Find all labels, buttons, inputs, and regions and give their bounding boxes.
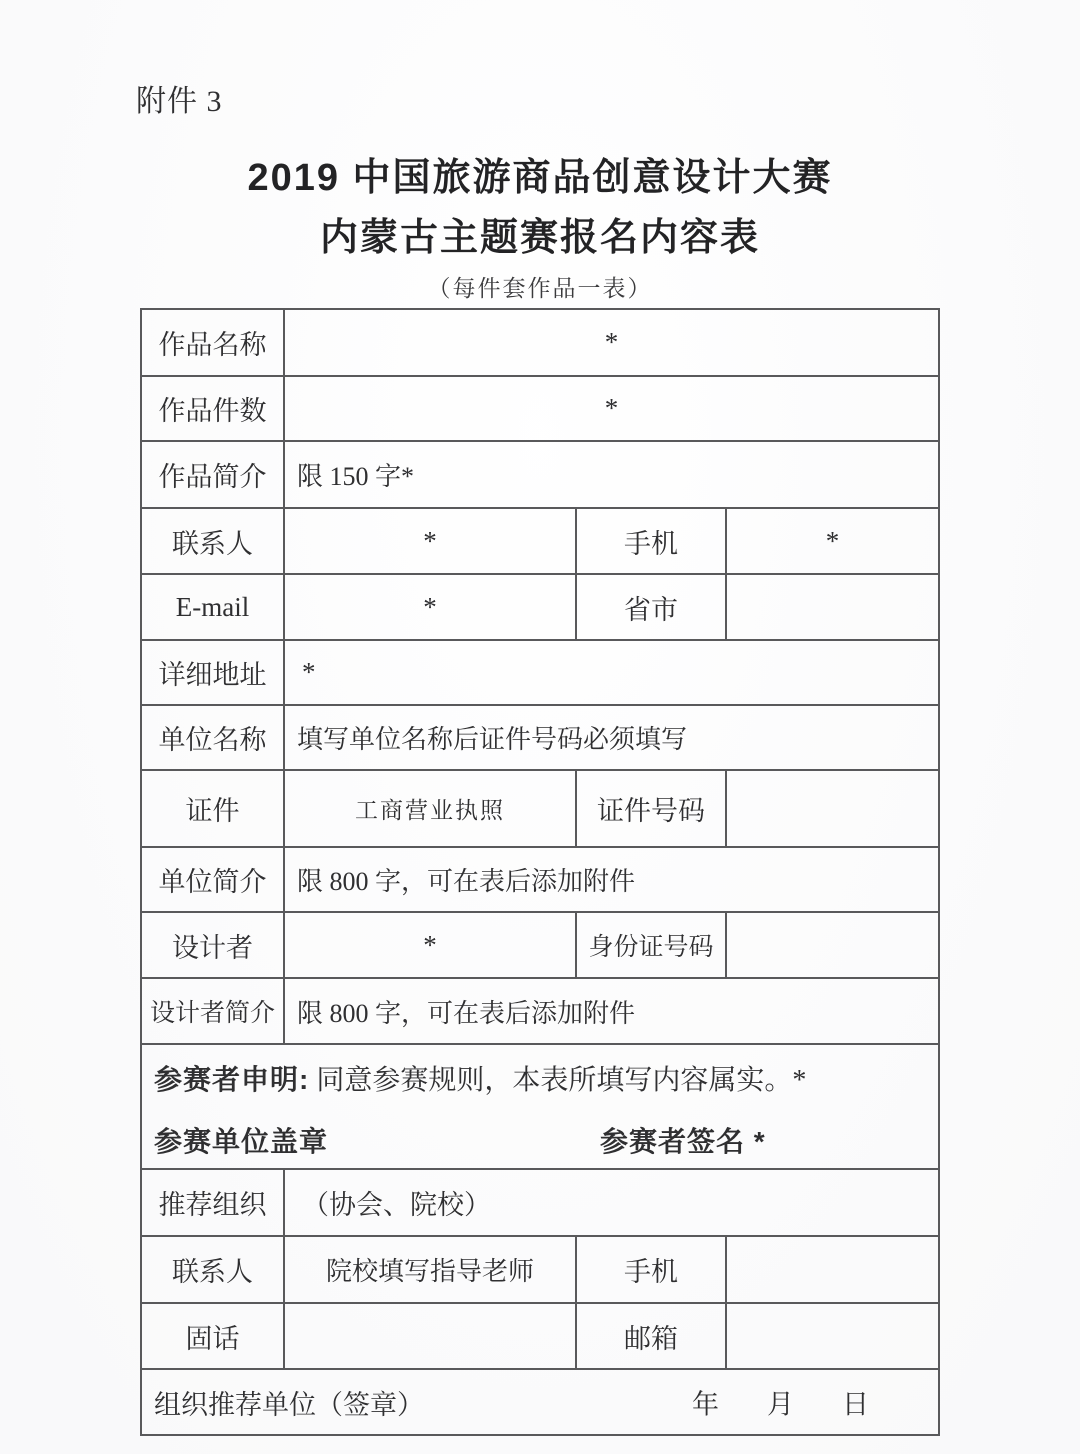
field-value-contact: *	[285, 509, 577, 573]
field-value-org-name: 填写单位名称后证件号码必须填写	[297, 725, 688, 754]
row-designer	[142, 913, 938, 979]
field-label-province: 省市	[577, 575, 727, 639]
date-month-label: 月	[767, 1389, 794, 1420]
row-org-intro	[142, 848, 938, 913]
field-value-province	[727, 575, 938, 639]
row-email	[142, 575, 938, 641]
field-value-work-name: *	[604, 327, 619, 357]
field-label-recommend-org: 推荐组织	[142, 1170, 285, 1235]
field-value-org-intro: 限 800 字，可在表后添加附件	[297, 867, 636, 896]
field-value-work-intro: 限 150 字*	[297, 462, 415, 491]
declaration-statement	[154, 1060, 926, 1100]
field-label-work-intro: 作品简介	[142, 442, 285, 507]
declaration-text: 同意参赛规则，本表所填写内容属实。*	[316, 1065, 807, 1096]
declaration-label: 参赛者申明:	[154, 1064, 310, 1095]
field-value-mailbox	[727, 1304, 938, 1368]
row-designer-intro	[142, 979, 938, 1045]
field-label-work-count: 作品件数	[142, 377, 285, 440]
field-label-mobile: 手机	[577, 509, 727, 573]
date-fields	[692, 1383, 869, 1422]
field-value-rec-mobile	[727, 1237, 938, 1302]
field-label-designer-intro: 设计者简介	[142, 979, 285, 1043]
field-value-work-count: *	[604, 393, 619, 423]
row-rec-phone	[142, 1304, 938, 1370]
field-label-contact: 联系人	[142, 509, 285, 573]
row-address	[142, 641, 938, 706]
row-work-name	[142, 310, 938, 377]
participant-signature-label: 参赛者签名 *	[600, 1126, 766, 1157]
document-subtitle: （每件套作品一表）	[427, 276, 653, 301]
document-title-line1: 2019 中国旅游商品创意设计大赛	[247, 157, 833, 199]
field-label-landline: 固话	[142, 1304, 285, 1368]
field-value-certificate: 工商营业执照	[285, 771, 577, 846]
field-value-designer: *	[285, 913, 577, 977]
document-title-line2: 内蒙古主题赛报名内容表	[319, 217, 760, 259]
field-value-id-number	[727, 913, 938, 977]
field-value-rec-contact: 院校填写指导老师	[285, 1237, 577, 1302]
field-label-work-name: 作品名称	[142, 310, 285, 375]
registration-form-table	[140, 308, 940, 1436]
unit-stamp-label: 参赛单位盖章	[154, 1126, 329, 1157]
field-label-rec-mobile: 手机	[577, 1237, 727, 1302]
row-work-count	[142, 377, 938, 442]
field-label-mailbox: 邮箱	[577, 1304, 727, 1368]
attachment-label: 附件 3	[136, 85, 223, 118]
field-value-mobile: *	[825, 525, 840, 556]
field-label-address: 详细地址	[142, 641, 285, 704]
declaration-signatures	[154, 1122, 926, 1162]
field-label-id-number: 身份证号码	[577, 913, 727, 977]
row-contact	[142, 509, 938, 575]
field-label-org-name: 单位名称	[142, 706, 285, 769]
field-value-recommend-org: （协会、院校）	[302, 1190, 491, 1220]
row-rec-contact	[142, 1237, 938, 1304]
field-value-address: *	[302, 657, 316, 687]
row-org-signature	[142, 1370, 938, 1434]
field-label-rec-contact: 联系人	[142, 1237, 285, 1302]
declaration-block	[142, 1045, 938, 1168]
row-declaration	[142, 1045, 938, 1170]
org-signature-cell	[142, 1370, 938, 1434]
field-value-designer-intro: 限 800 字，可在表后添加附件	[297, 998, 636, 1028]
field-label-org-intro: 单位简介	[142, 848, 285, 911]
field-value-certificate-number	[727, 771, 938, 846]
field-label-certificate-number: 证件号码	[577, 771, 727, 846]
row-recommend-org	[142, 1170, 938, 1237]
date-day-label: 日	[842, 1389, 869, 1420]
row-org-name	[142, 706, 938, 771]
org-signature-label: 组织推荐单位（签章）	[154, 1389, 424, 1420]
date-year-label: 年	[692, 1389, 719, 1420]
field-value-landline	[285, 1304, 577, 1368]
row-work-intro	[142, 442, 938, 509]
field-label-certificate: 证件	[142, 771, 285, 846]
field-label-email: E-mail	[142, 575, 285, 639]
field-value-email: *	[285, 575, 577, 639]
row-certificate	[142, 771, 938, 848]
field-label-designer: 设计者	[142, 913, 285, 977]
